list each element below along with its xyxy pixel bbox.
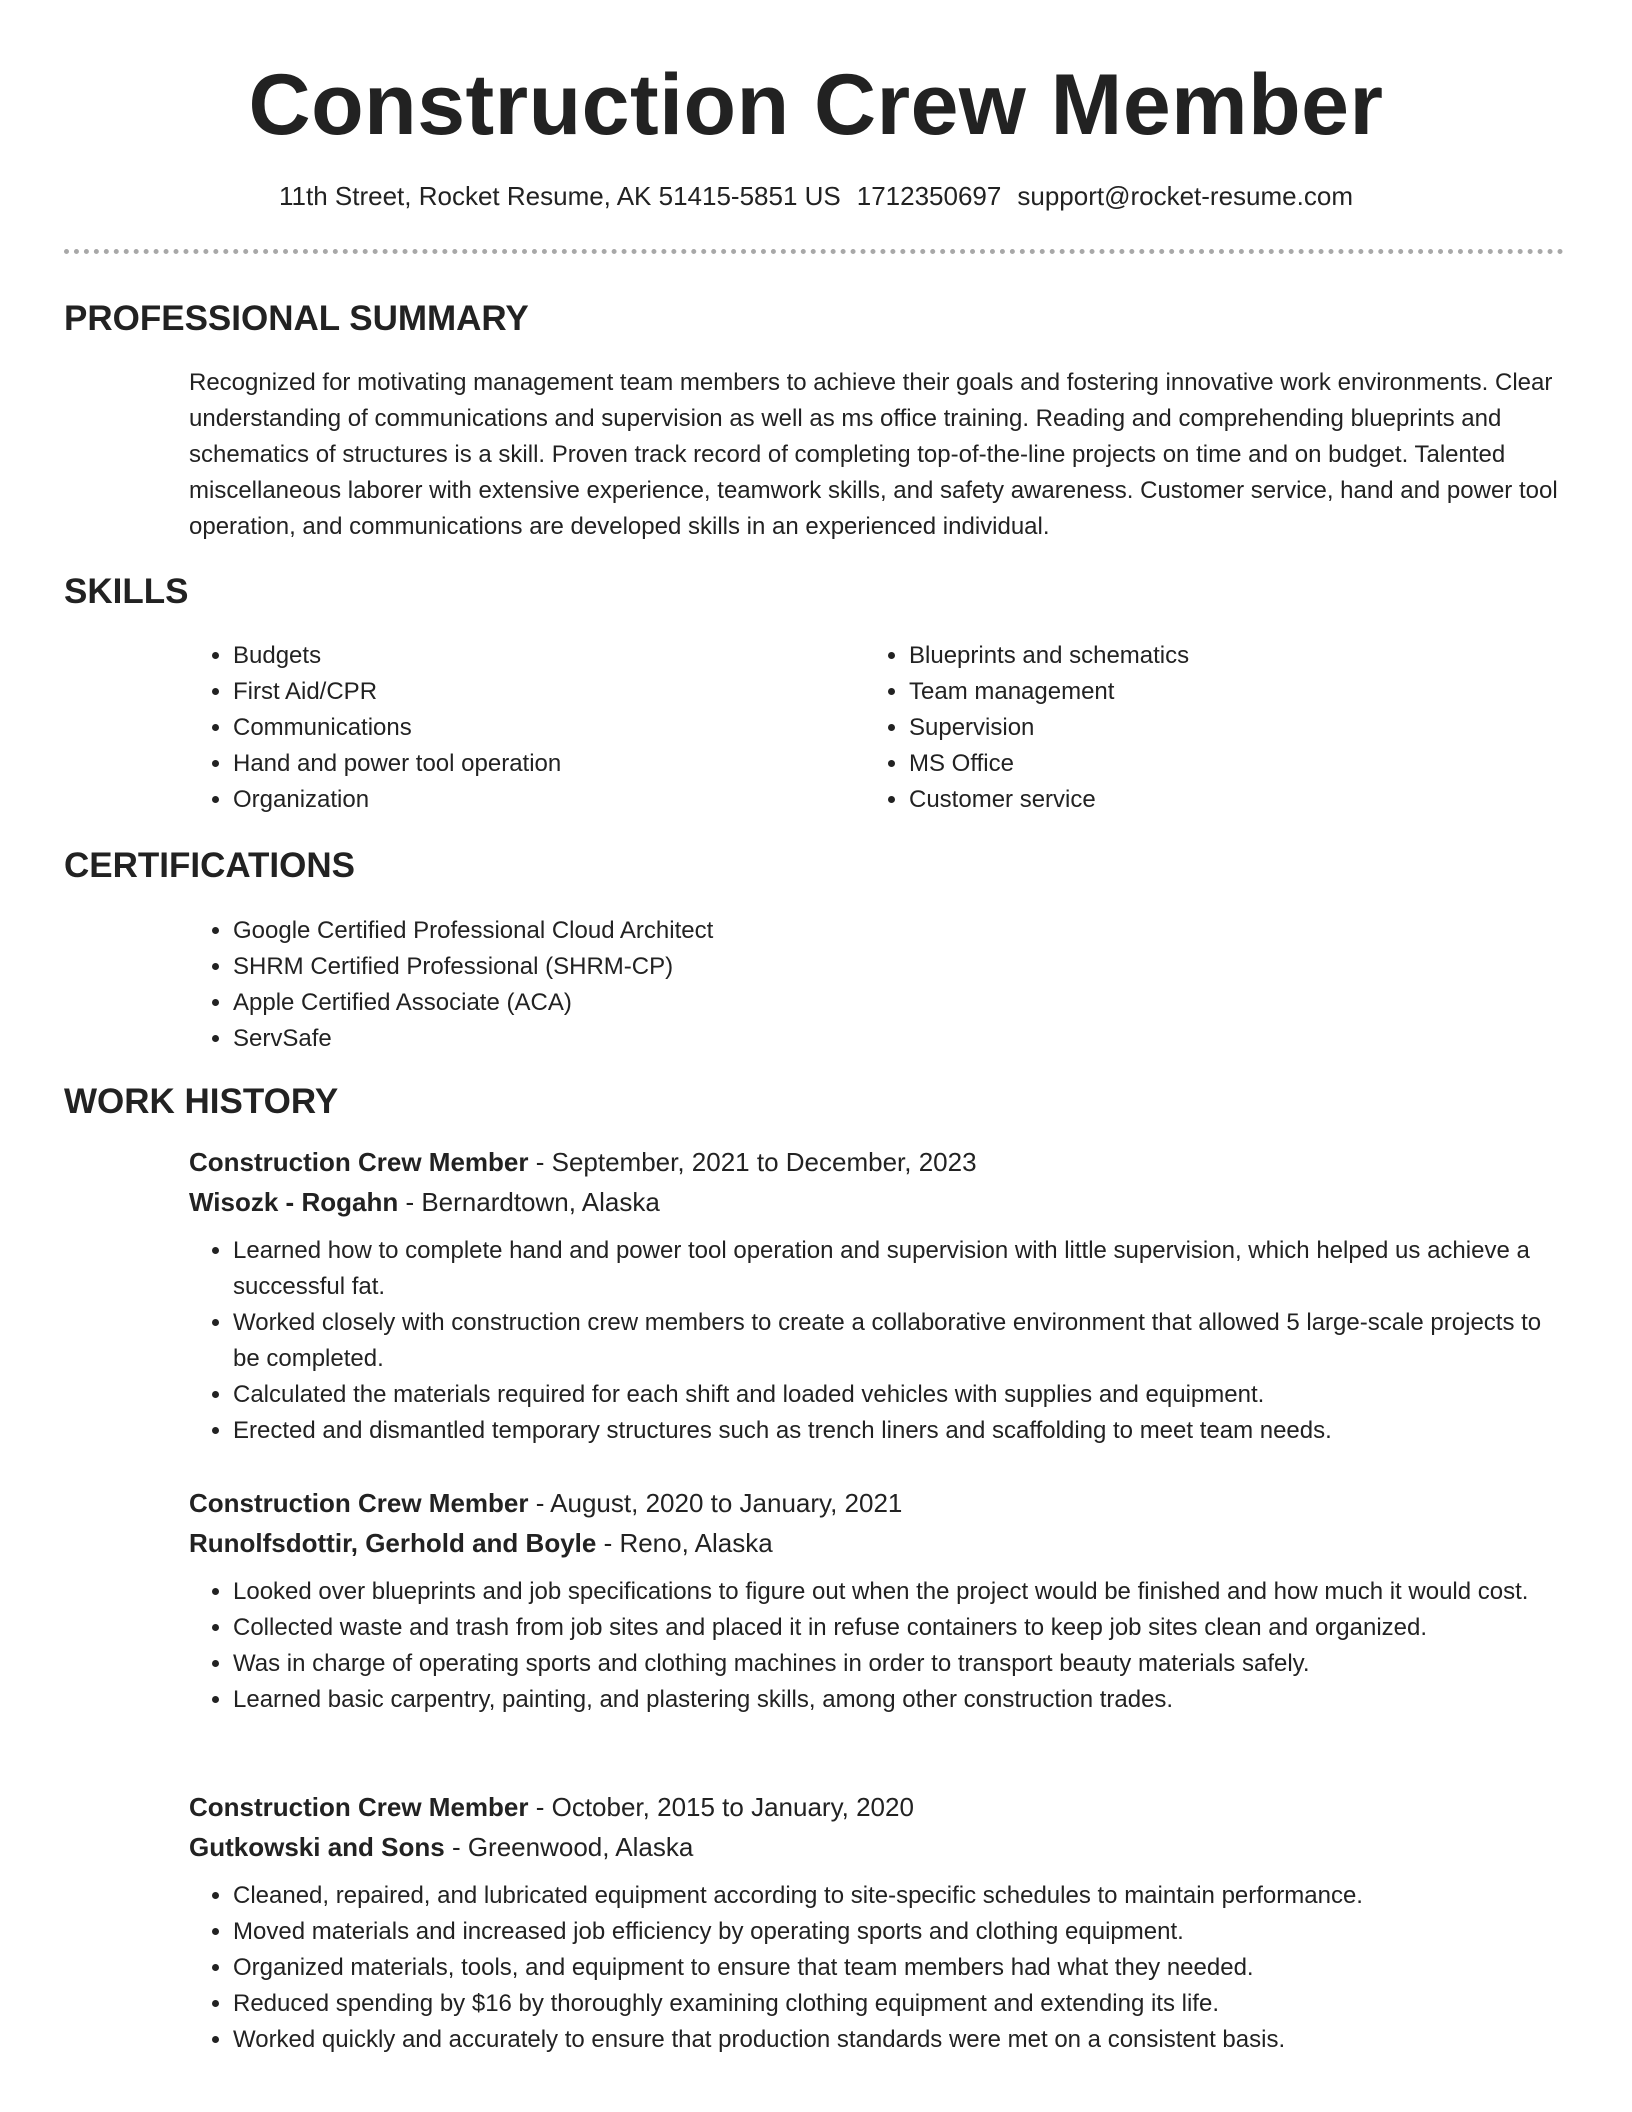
job-company-line xyxy=(189,1182,1564,1222)
job-location: - Greenwood, Alaska xyxy=(444,1832,694,1862)
job-dates: - October, 2015 to January, 2020 xyxy=(528,1792,914,1822)
skill-item: • Supervision xyxy=(909,710,1505,746)
skills-column-right xyxy=(865,638,1505,818)
certifications-block xyxy=(189,913,713,1057)
summary-heading: PROFESSIONAL SUMMARY xyxy=(64,299,529,338)
job-duty: • Worked closely with construction crew members to create a collaborative environment that allowed 5 large-scale projects to be completed. xyxy=(233,1305,1564,1377)
work-history-heading: WORK HISTORY xyxy=(64,1082,339,1121)
job-duty: • Organized materials, tools, and equipment to ensure that team members had what they needed. xyxy=(233,1950,1564,1986)
job-duty: • Moved materials and increased job efficiency by operating sports and clothing equipment. xyxy=(233,1914,1564,1950)
contact-address: 11th Street, Rocket Resume, AK 51415-5851 US xyxy=(279,181,841,211)
job-title: Construction Crew Member xyxy=(189,1792,529,1822)
job-title: Construction Crew Member xyxy=(189,1147,529,1177)
job-duty: • Learned how to complete hand and power tool operation and supervision with little supervision, which helped us achieve a successful fat. xyxy=(233,1233,1564,1305)
job-dates: - September, 2021 to December, 2023 xyxy=(528,1147,977,1177)
job-title-line xyxy=(189,1787,1564,1827)
summary-text: Recognized for motivating management team members to achieve their goals and fostering innovative work environments. Clear understanding of communications and supervision as well as ms office training. Reading and comprehending blueprints and schematics of structures is a skill. Proven track record of completing top-of-the-line projects on time and on budget. Talented miscellaneous laborer with extensive experience, teamwork skills, and safety awareness. Customer service, hand and power tool operation, and communications are developed skills in an experienced individual. xyxy=(189,369,1558,540)
contact-email: support@rocket-resume.com xyxy=(1017,181,1353,211)
job-title-line xyxy=(189,1142,1564,1182)
job-duty: • Learned basic carpentry, painting, and plastering skills, among other construction trades. xyxy=(233,1682,1564,1718)
job-company: Runolfsdottir, Gerhold and Boyle xyxy=(189,1528,597,1558)
certification-item: • SHRM Certified Professional (SHRM-CP) xyxy=(233,949,713,985)
contact-line xyxy=(0,178,1632,214)
skill-item: • Hand and power tool operation xyxy=(233,746,829,782)
job-entry xyxy=(189,1787,1564,2058)
job-duties-list xyxy=(189,1878,1564,2058)
skill-item: • Organization xyxy=(233,782,829,818)
skill-item: • Team management xyxy=(909,674,1505,710)
job-entry xyxy=(189,1142,1564,1449)
certification-item: • Apple Certified Associate (ACA) xyxy=(233,985,713,1021)
certifications-list xyxy=(189,913,713,1057)
skills-list-left xyxy=(189,638,829,818)
header-divider xyxy=(64,249,1564,254)
job-company: Gutkowski and Sons xyxy=(189,1832,445,1862)
skill-item: • Customer service xyxy=(909,782,1505,818)
contact-phone: 1712350697 xyxy=(856,181,1002,211)
job-duty: • Looked over blueprints and job specifications to figure out when the project would be finished and how much it would cost. xyxy=(233,1574,1564,1610)
job-duty: • Calculated the materials required for each shift and loaded vehicles with supplies and equipment. xyxy=(233,1377,1564,1413)
candidate-name: Construction Crew Member xyxy=(248,57,1384,153)
job-duty: • Was in charge of operating sports and clothing machines in order to transport beauty materials safely. xyxy=(233,1646,1564,1682)
skill-item: • Blueprints and schematics xyxy=(909,638,1505,674)
skills-column-left xyxy=(189,638,829,818)
job-company: Wisozk - Rogahn xyxy=(189,1187,399,1217)
certifications-heading: CERTIFICATIONS xyxy=(64,846,356,885)
job-title: Construction Crew Member xyxy=(189,1488,529,1518)
job-title-line xyxy=(189,1483,1564,1523)
job-duty: • Collected waste and trash from job sites and placed it in refuse containers to keep job sites clean and organized. xyxy=(233,1610,1564,1646)
job-duty: • Cleaned, repaired, and lubricated equipment according to site-specific schedules to maintain performance. xyxy=(233,1878,1564,1914)
job-duty: • Erected and dismantled temporary structures such as trench liners and scaffolding to meet team needs. xyxy=(233,1413,1564,1449)
skills-list-right xyxy=(865,638,1505,818)
job-location: - Reno, Alaska xyxy=(596,1528,773,1558)
skill-item: • First Aid/CPR xyxy=(233,674,829,710)
skill-item: • Budgets xyxy=(233,638,829,674)
job-duties-list xyxy=(189,1574,1564,1718)
job-dates: - August, 2020 to January, 2021 xyxy=(528,1488,903,1518)
job-duty: • Worked quickly and accurately to ensure that production standards were met on a consistent basis. xyxy=(233,2022,1564,2058)
skill-item: • MS Office xyxy=(909,746,1505,782)
certification-item: • ServSafe xyxy=(233,1021,713,1057)
job-entry xyxy=(189,1483,1564,1718)
skills-heading: SKILLS xyxy=(64,572,189,611)
job-duty: • Reduced spending by $16 by thoroughly examining clothing equipment and extending its life. xyxy=(233,1986,1564,2022)
job-duties-list xyxy=(189,1233,1564,1449)
skill-item: • Communications xyxy=(233,710,829,746)
certification-item: • Google Certified Professional Cloud Architect xyxy=(233,913,713,949)
job-company-line xyxy=(189,1523,1564,1563)
job-company-line xyxy=(189,1827,1564,1867)
job-location: - Bernardtown, Alaska xyxy=(398,1187,660,1217)
